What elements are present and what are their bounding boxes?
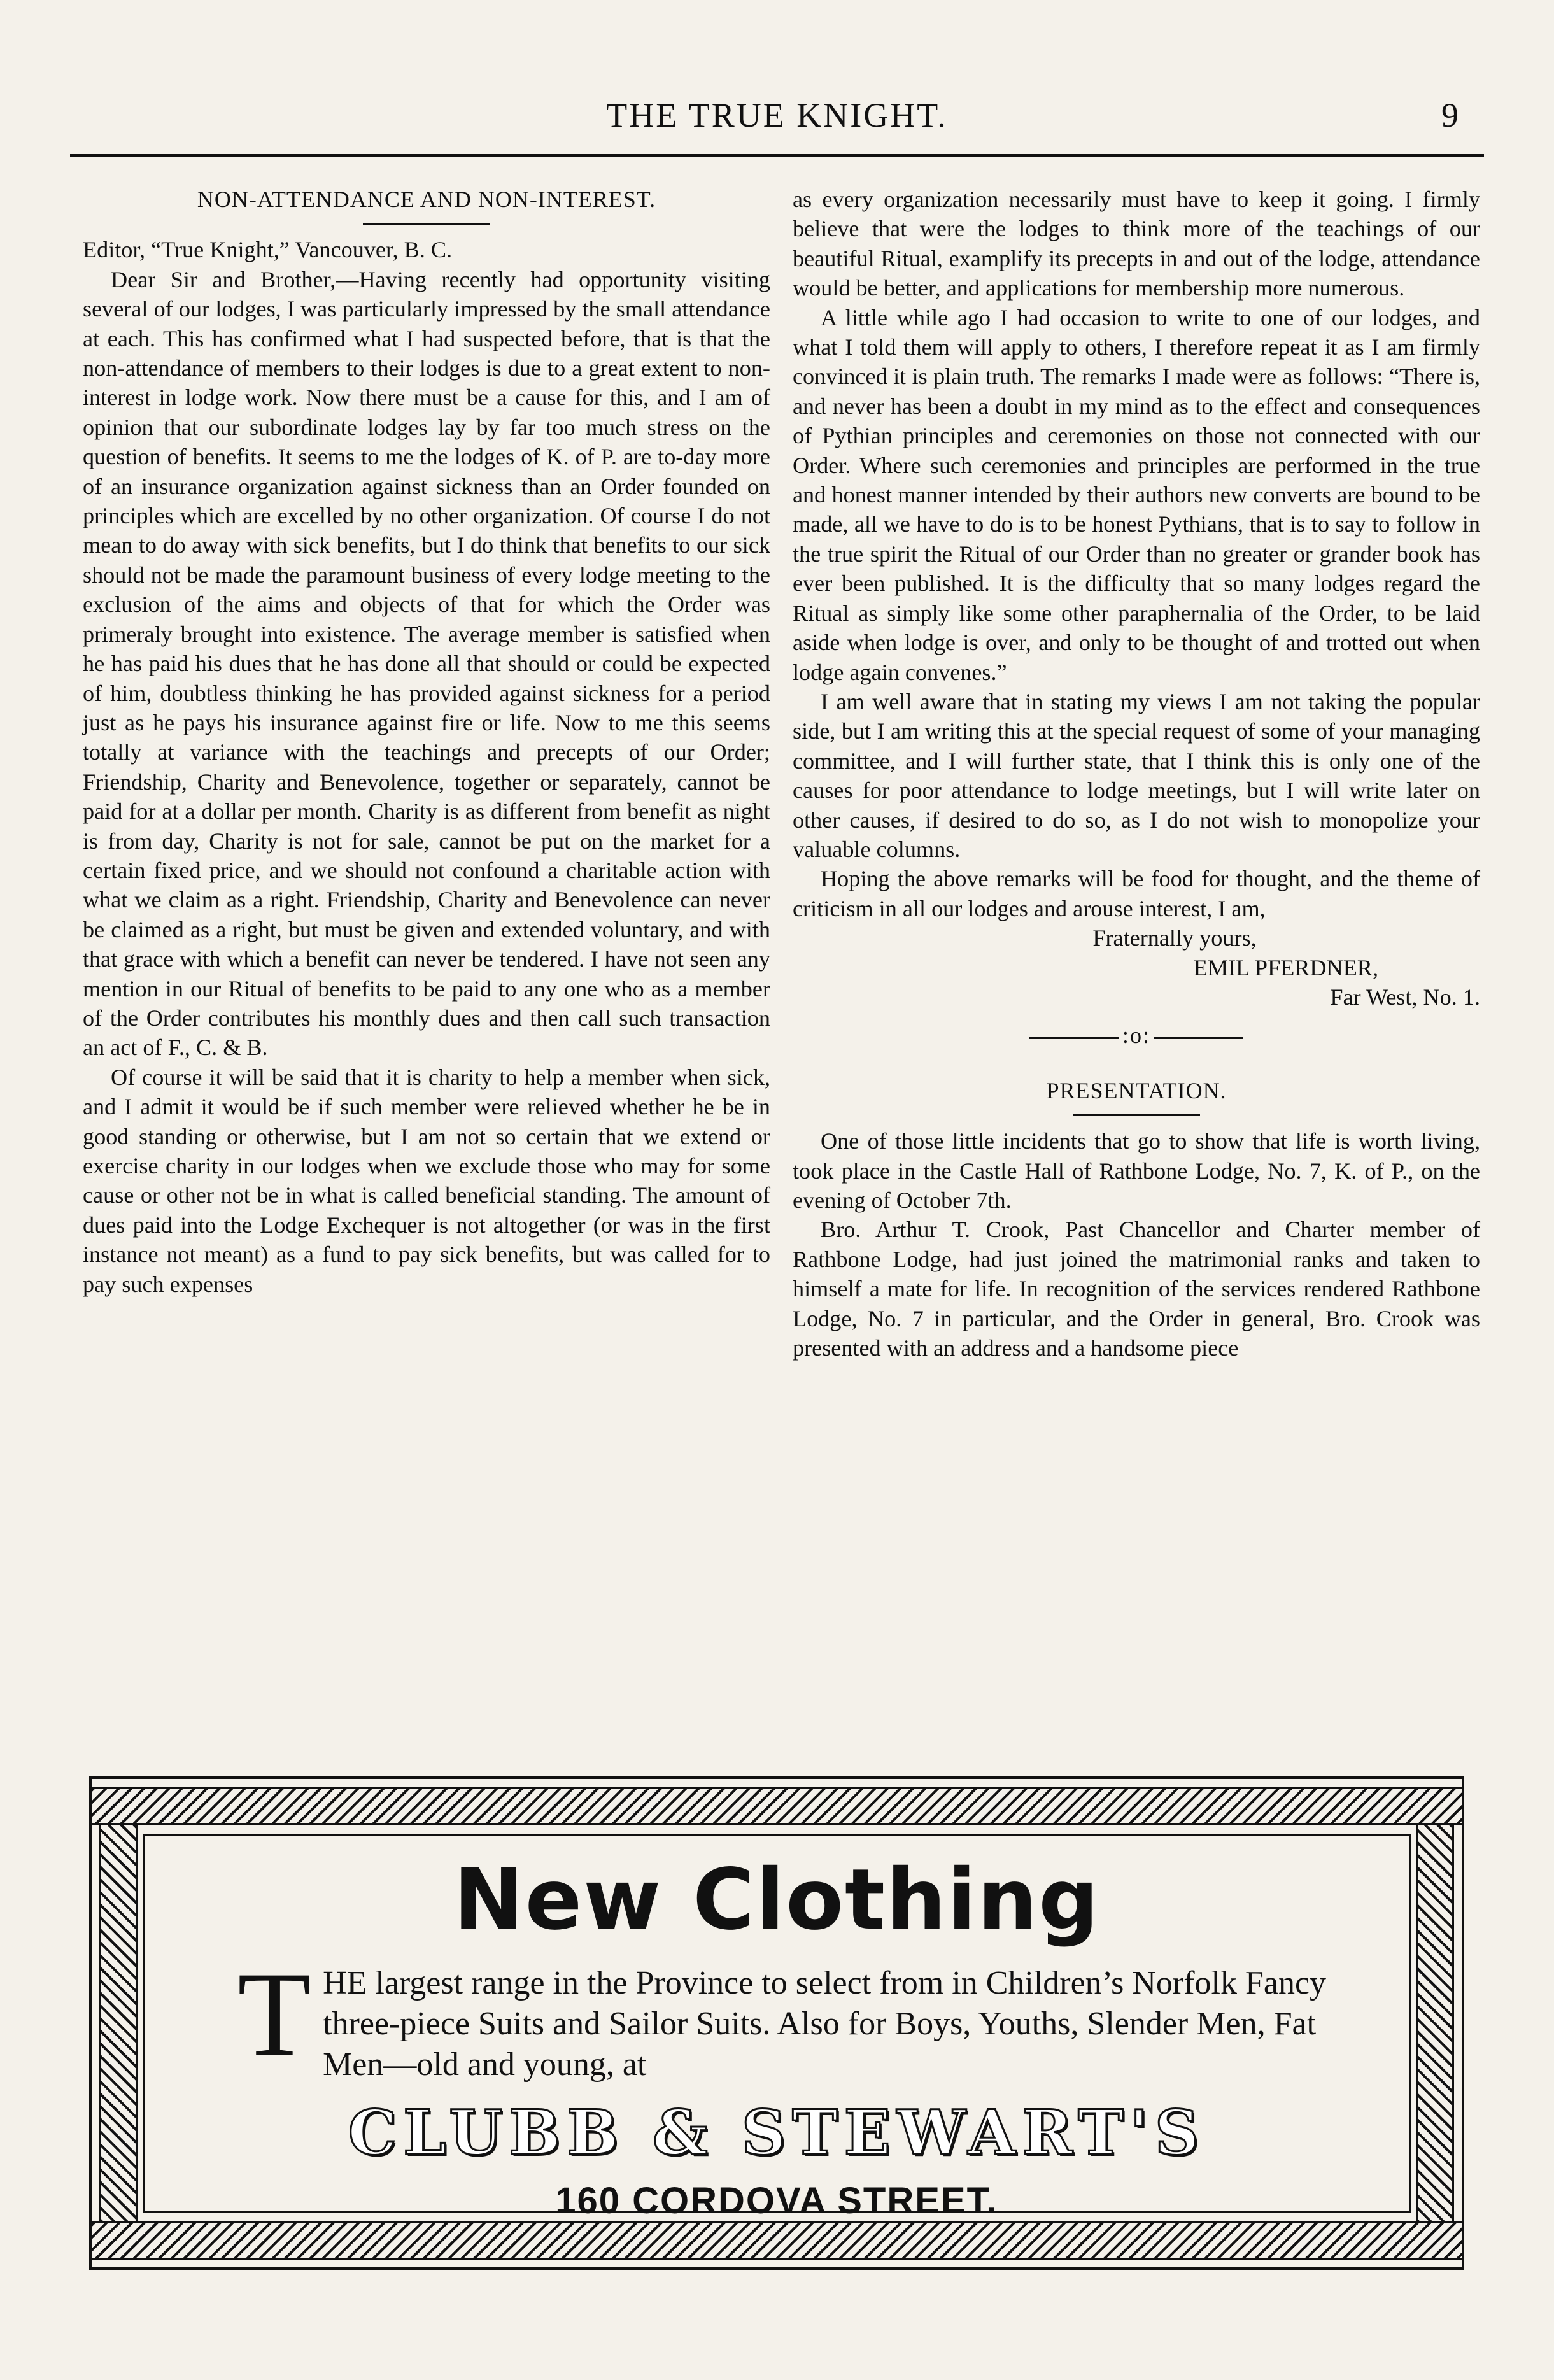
store-name: CLUBB & STEWART'S [348, 2097, 1206, 2169]
closing: Fraternally yours, [1092, 925, 1257, 951]
article-paragraph: as every organization necessarily must have to keep it going. I firmly believe that were the lodges to think more of the teachings of our beautiful Ritual, examplify its precepts in and out of the lodge, attendance would be better, and applications for membership more numerous. [793, 187, 1480, 301]
advertisement [89, 1776, 1464, 2270]
article-paragraph: Dear Sir and Brother,—Having recently had opportunity visiting several of our lodges, I was particularly impressed by the small attendance at each. This has confirmed what I had suspected before, that is that the non-attendance of members to their lodges is due to a great extent to non-interest in lodge work. Now there must be a cause for this, and I am of opinion that our subordinate lodges lay by far too much stress on the question of benefits. It seems to me the lodges of K. of P. are to-day more of an insurance organization against sickness than an Order founded on principles which are excelled by no other organization. Of course I do not mean to do away with sick benefits, but I do think that benefits to our sick should not be made the paramount business of every lodge meeting to the exclusion of the aims and objects of that for which the Order was primeraly brought into existence. The average member is satisfied when he has paid his dues that he has done all that should or could be expected of him, doubtless thinking he has provided against sickness for a period just as he pays his insurance against fire or life. Now to me this seems totally at variance with the teachings and precepts of our Order; Friendship, Charity and Benevolence, together or separately, cannot be paid for at a dollar per month. Charity is as different from benefit as night is from day, Charity is not for sale, cannot be put on the market for a certain fixed price, and we should not confound a charitable action with what we claim as a right. Friendship, Charity and Benevolence can never be claimed as a right, but must be given and extended voluntary, and with that grace with which a benefit can never be tendered. I have not seen any mention in our Ritual of benefits to be paid to any one who as a member of the Order contributes his monthly dues and then call such transaction an act of F., C. & B. [83, 266, 770, 1061]
heading-rule [1073, 1114, 1200, 1116]
ornamental-border [92, 1787, 1462, 1825]
right-column [793, 185, 1480, 1363]
header-rule [70, 154, 1484, 157]
ornamental-border [99, 1824, 138, 2223]
advertisement-title: New Clothing [453, 1851, 1100, 1949]
lodge-name: Far West, No. 1. [1330, 984, 1480, 1010]
article-paragraph: One of those little incidents that go to show that life is worth living, took place in the Castle Hall of Rathbone Lodge, No. 7, K. of P., on the evening of October 7th. [793, 1128, 1480, 1213]
article-paragraph: I am well aware that in stating my views I am not taking the popular side, but I am writing this at the special request of some of your managing committee, and I will further state, that I think this is only one of the causes for poor attendance to lodge meetings, but I will write later on other causes, if desired to do so, as I do not wish to monopolize your valuable columns. [793, 688, 1480, 862]
ornamental-border [1416, 1824, 1454, 2223]
article-paragraph: Bro. Arthur T. Crook, Past Chancellor and Charter member of Rathbone Lodge, had just joined the matrimonial ranks and taken to himself a mate for life. In recognition of the services rendered Rathbone Lodge, No. 7 in particular, and the Order in general, Bro. Crook was presented with an address and a handsome piece [793, 1217, 1480, 1361]
article-paragraph: Hoping the above remarks will be food for thought, and the theme of criticism in all our lodges and arouse interest, I am, [793, 866, 1480, 921]
article-heading: NON-ATTENDANCE AND NON-INTEREST. [197, 187, 656, 212]
publication-title: THE TRUE KNIGHT. [606, 96, 948, 134]
page-header [70, 96, 1484, 153]
left-column [83, 185, 770, 1299]
heading-rule [363, 223, 490, 225]
drop-cap: T [237, 1948, 312, 2081]
advertisement-body [237, 1948, 1371, 2085]
section-divider: :o: [793, 1021, 1480, 1050]
salutation: Editor, “True Knight,” Vancouver, B. C. [83, 237, 453, 263]
store-address: 160 CORDOVA STREET. [555, 2180, 998, 2221]
advertisement-text: HE largest range in the Province to select from in Children’s Norfolk Fancy three-piece Suits and Sailor Suits. Also for Boys, Youths, Slender Men, Fat Men—old and young, at [323, 1965, 1327, 2083]
article-heading: PRESENTATION. [1046, 1077, 1227, 1103]
advertisement-panel [143, 1834, 1411, 2221]
signature: EMIL PFERDNER, [1193, 954, 1378, 981]
article-paragraph: Of course it will be said that it is charity to help a member when sick, and I admit it would be if such member were relieved whether he be in good standing or otherwise, but I am not so certain that we extend or exercise charity in our lodges when we exclude those who may for some cause or other not be in what is called beneficial standing. The amount of dues paid into the Lodge Exchequer is not altogether (or was in the first instance not meant) as a fund to pay sick benefits, but was called for to pay such expenses [83, 1064, 770, 1297]
article-paragraph: A little while ago I had occasion to write to one of our lodges, and what I told them will apply to others, I therefore repeat it as I am firmly convinced it is plain truth. The remarks I made were as follows: “There is, and never has been a doubt in my mind as to the effect and consequences of Pythian principles and ceremonies on those not connected with our Order. Where such ceremonies and principles are performed in the true and honest manner intended by their authors new converts are bound to be made, all we have to do is to be honest Pythians, that is to say to follow in the true spirit the Ritual of our Order than no greater or grander book has ever been published. It is the difficulty that so many lodges regard the Ritual as simply like some other paraphernalia of the Order, to be laid aside when lodge is over, and only to be thought of and trotted out when lodge again convenes.” [793, 304, 1480, 685]
ornamental-border [92, 2221, 1462, 2260]
page-number: 9 [1441, 96, 1459, 134]
